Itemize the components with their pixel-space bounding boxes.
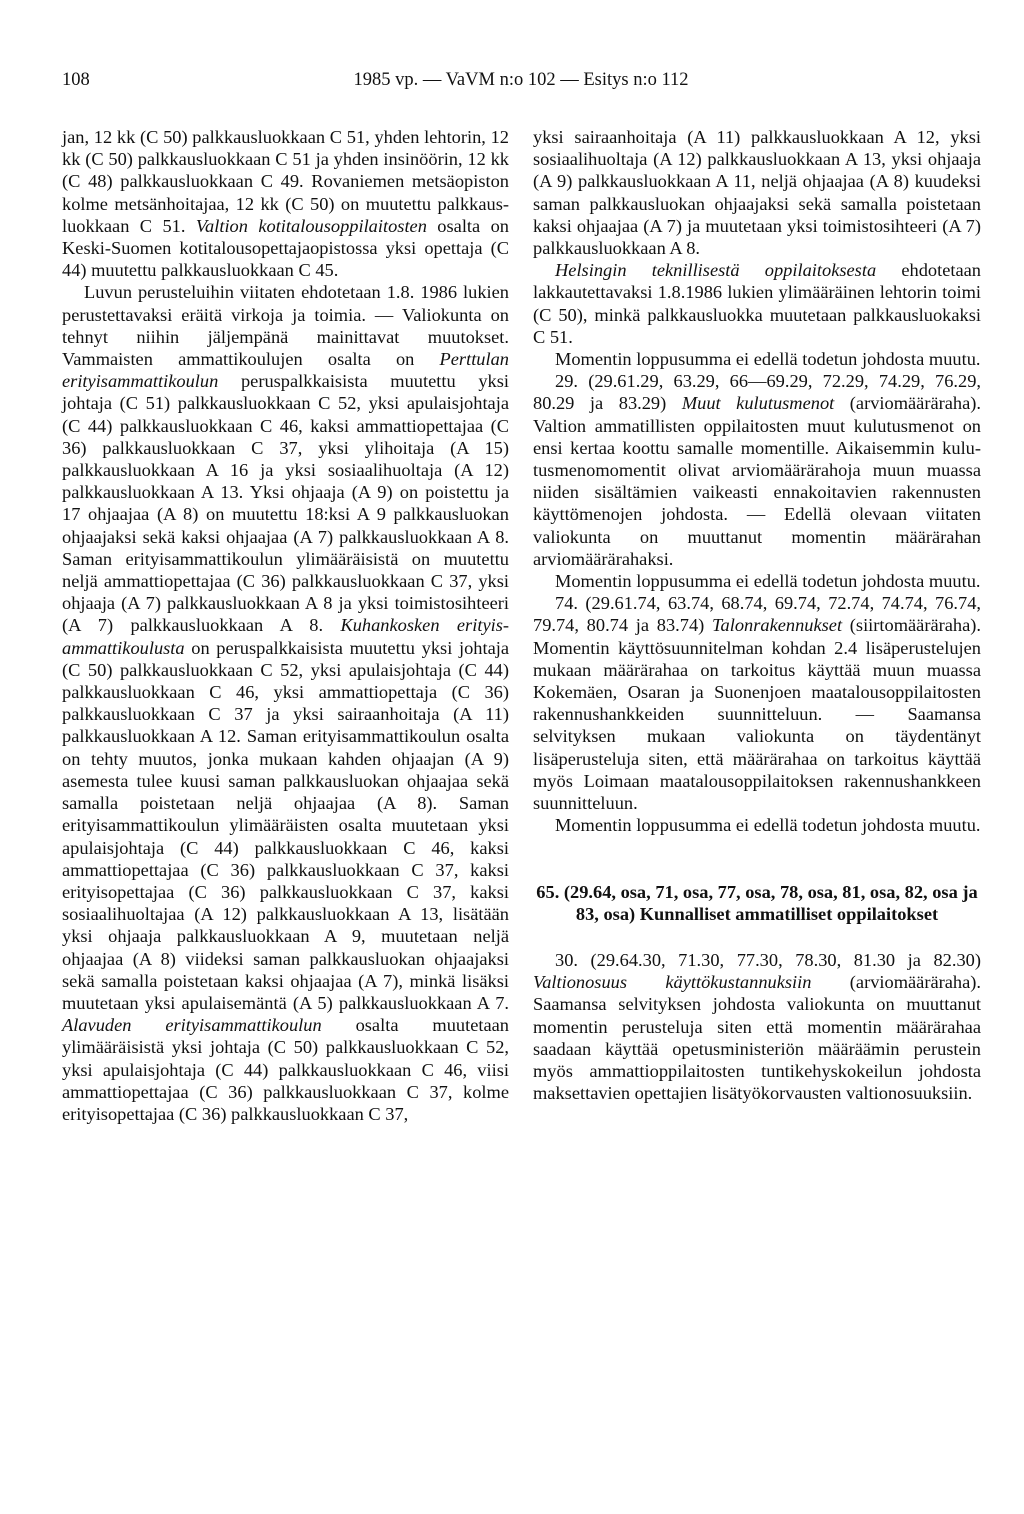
page-header bbox=[62, 70, 980, 104]
right-column bbox=[533, 126, 981, 1104]
text-run: peruspalkkaisista muutettu yksi johtaja (C 51) palkkausluokkaan C 52, yksi apulaisjohtaja (C 44) palkkausluokkaan C 46, kaksi ammattiopettajaa (C 36) palkkausluokkaan C 37, yksi ylihoitaja (A 15) palkkausluokkaan A 16 ja yksi sosiaalihuoltaja (A 12) palkkausluokkaan A 13. Yksi ohjaaja (A 9) on poistettu ja 17 ohjaajaa (A 8) on muutettu 18:ksi A 9 palkkausluokan ohjaajaksi sekä kaksi ohjaajaa (A 7) palkkausluokkaan A 8. Saman erityisammattikoulun ylimääräisistä on muutettu neljä ammattiopettajaa (C 36) palkkausluokkaan C 37, yksi ohjaaja (A 7) palkkausluokkaan A 8 ja yksi toimistosihteeri (A 7) palkkausluokkaan A 8. bbox=[62, 371, 509, 636]
paragraph bbox=[533, 592, 981, 814]
text-run: ehdotetaan lakkautettavaksi 1.8.1986 lukien ylimääräinen lehtorin toimi (C 50), minkä palkkausluokka muutetaan palkkausluokaksi C 51. bbox=[533, 260, 981, 347]
text-run: osalta on Keski-Suomen kotitalousopettajaopistossa yksi opettaja (C 44) muutettu palkkausluokkaan C 45. bbox=[62, 215, 509, 281]
text-run: (arviomääräraha). Valtion ammatillisten oppilaitosten muut kulutusmenot on ensi kertaa koottu samalle momentille. Aikaisemmin kulutusmenomomentit olivat arviomäärärahoja muun muassa niiden sisältämien vaikeasti ennakoitavien rakennusten käyttömenojen johdosta. — Edellä olevaan viitaten valiokunta on muuttanut momentin määrärahan arviomäärärahaksi. bbox=[533, 393, 981, 569]
text-run: (siirtomääräraha). Momentin käyttösuunnitelman kohdan 2.4 lisäperustelujen mukaan määrärahaa on tarkoitus käyttää muun muassa Kokemäen, Osaran ja Suonenjoen maatalousoppilaitosten rakennushankkeiden suunnitteluun. — Saamansa selvityksen mukaan valiokunta on täydentänyt lisäperusteluja siten, että määrärahaa on tarkoitus käyttää myös Loimaan maatalousoppilaitoksen rakennushankkeen suunnitteluun. bbox=[533, 615, 982, 814]
paragraph bbox=[533, 259, 981, 348]
italic-term: Alavuden erityisammattikoulun bbox=[62, 1015, 322, 1036]
left-column bbox=[62, 126, 509, 1125]
italic-term: Muut kulutusmenot bbox=[681, 393, 835, 414]
text-run: 74. (29.61.74, 63.74, 68.74, 69.74, 72.74, 74.74, 76.74, 79.74, 80.74 ja 83.74) bbox=[533, 593, 981, 636]
text-run: osalta muutetaan ylimääräisistä yksi johtaja (C 50) palkkausluokkaan C 52, yksi apulaisjohtaja (C 44) palkkausluokkaan C 46, viisi ammattiopettajaa (C 36) palkkausluokkaan C 37, kolme erityisopettajaa (C 36) palkkausluokkaan C 37, bbox=[62, 1015, 509, 1124]
paragraph bbox=[62, 281, 509, 1125]
text-run: 29. (29.61.29, 63.29, 66—69.29, 72.29, 74.29, 76.29, 80.29 ja 83.29) bbox=[533, 371, 981, 414]
text-run: jan, 12 kk (C 50) palkkausluokkaan C 51, yhden lehtorin, 12 kk (C 50) palkkausluokkaan C 51 ja yhden insinöörin, 12 kk (C 48) palkkausluokkaan C 49. Rovaniemen metsäopiston kolme metsänhoitajaa, 12 kk (C 50) on muutettu palkkausluokkaan C 51. bbox=[62, 127, 509, 236]
italic-term: Valtionosuus käyttökustannuksiin bbox=[533, 972, 812, 993]
italic-term: Helsingin teknillisestä oppilaitoksesta bbox=[555, 260, 877, 281]
italic-term: Valtion kotitalousoppilaitosten bbox=[195, 215, 427, 236]
paragraph bbox=[62, 126, 509, 281]
paragraph: Momentin loppusumma ei edellä todetun johdosta muutu. bbox=[555, 571, 981, 592]
page-number: 108 bbox=[62, 70, 90, 90]
paragraph: Momentin loppusumma ei edellä todetun johdosta muutu. bbox=[555, 349, 981, 370]
paragraph bbox=[533, 949, 981, 1104]
text-run: 30. (29.64.30, 71.30, 77.30, 78.30, 81.30 ja 82.30) bbox=[555, 949, 981, 970]
text-run: (arviomääräraha). Saamansa selvityksen johdosta valiokunta on muuttanut momentin perusteluja siten että momentin määrärahaa saadaan käyttää opetusministeriön määräämin perustein myös ammattioppilaitosten tuntikehyskokeilun johdosta maksettavien opettajien lisätyökorvausten valtionosuuksiin. bbox=[533, 972, 982, 1104]
text-run: Luvun perusteluihin viitaten ehdotetaan 1.8. 1986 lukien perustettavaksi eräitä virkoja ja toimia. — Valiokunta on tehnyt niihin jäljempänä mainittavat muutokset. Vammaisten ammattikoulujen osalta on bbox=[62, 282, 509, 370]
running-title: 1985 vp. — VaVM n:o 102 — Esitys n:o 112 bbox=[353, 70, 689, 90]
italic-term: Perttulan erityisammattikoulun bbox=[62, 349, 509, 392]
paragraph: yksi sairaanhoitaja (A 11) palkkausluokkaan A 12, yksi sosiaalihuoltaja (A 12) palkkausluokkaan A 13, yksi ohjaaja (A 9) palkkausluokkaan A 11, neljä ohjaajaa (A 8) kuudeksi saman palkkausluokan ohjaajaksi sekä samalla poistetaan kaksi ohjaajaa (A 7) ja muutetaan yksi toimistosihteeri (A 7) palkkausluokkaan A 8. bbox=[533, 127, 981, 259]
italic-term: Talonrakennukset bbox=[711, 615, 843, 636]
italic-term: Kuhankosken erityisammattikoulusta bbox=[62, 615, 509, 658]
section-heading: 65. (29.64, osa, 71, osa, 77, osa, 78, osa, 81, osa, 82, osa ja 83, osa) Kunnalliset ammatilliset oppilaitokset bbox=[536, 881, 978, 924]
paragraph: Momentin loppusumma ei edellä todetun johdosta muutu. bbox=[555, 815, 981, 836]
text-run: on peruspalkkaisista muutettu yksi johtaja (C 50) palkkausluokkaan C 52, yksi apulaisjohtaja (C 44) palkkausluokkaan C 46, yksi ammattiopettaja (C 36) palkkausluokkaan C 37 ja yksi sairaanhoitaja (A 11) palkkausluokkaan A 12. Saman erityisammattikoulun osalta on tehty muutos, jonka mukaan kahden ohjaajan (A 9) asemesta tulee kuusi saman palkkausluokan ohjaajaa sekä samalla poistetaan neljä ohjaajaa (A 8). Saman erityisammattikoulun ylimääräisten osalta muutetaan yksi apulaisjohtaja (C 44) palkkausluokkaan C 46, kaksi ammattiopettajaa (C 36) palkkausluokkaan C 37, kaksi erityisopettajaa (C 36) palkkausluokkaan C 37, kaksi sosiaalihuoltajaa (A 12) palkkausluokkaan A 13, lisätään yksi ohjaaja palkkausluokkaan A 9, muutetaan neljä ohjaajaa (A 8) viideksi saman palkkausluokan ohjaajaksi sekä samalla poistetaan kaksi ohjaajaa (A 7), minkä lisäksi muutetaan yksi apulaisemäntä (A 5) palkkausluokkaan A 7. bbox=[62, 637, 509, 1013]
paragraph bbox=[533, 370, 981, 570]
